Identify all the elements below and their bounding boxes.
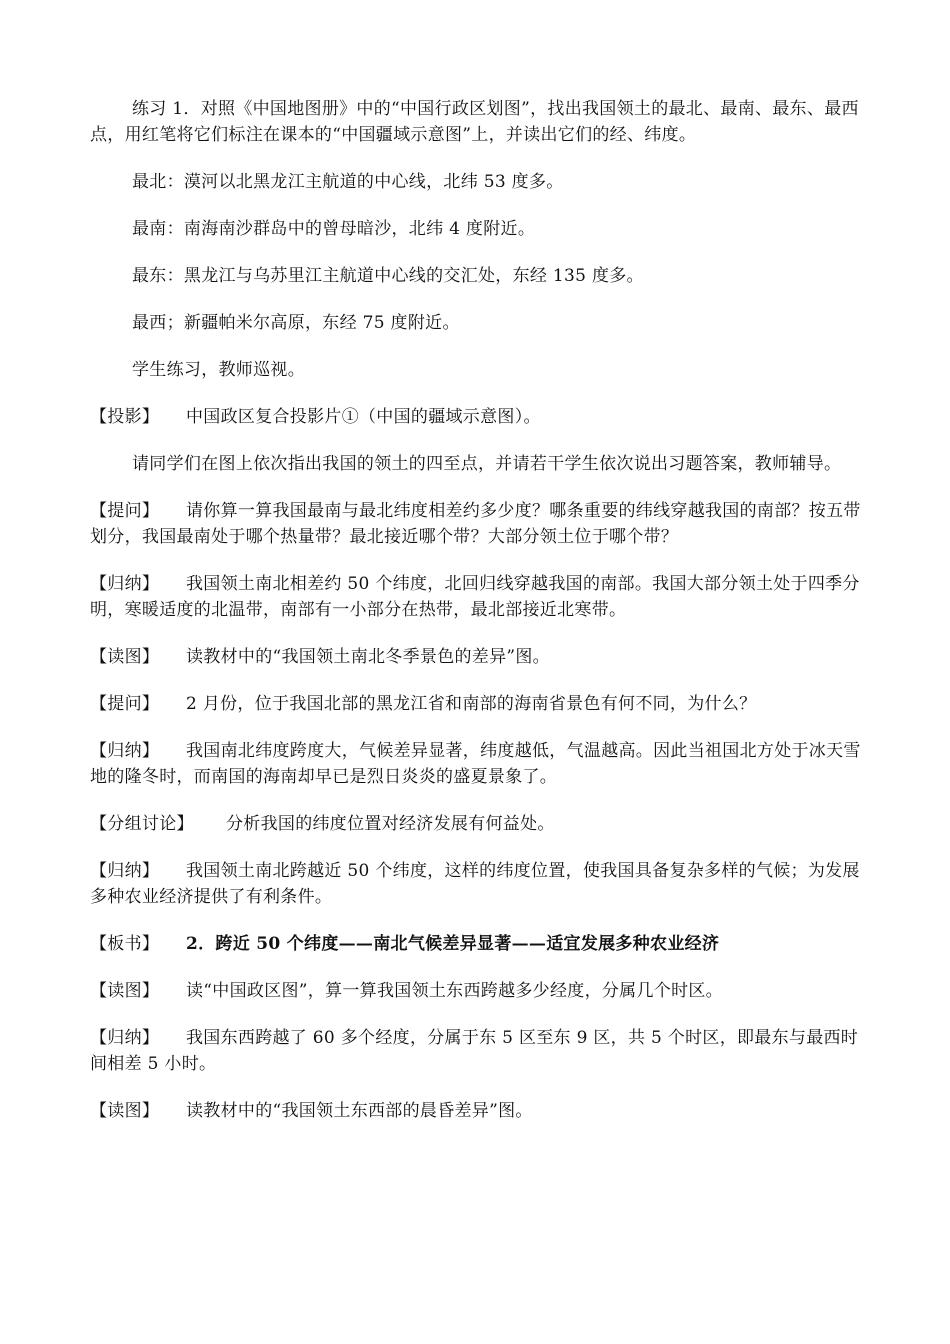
paragraph-text: 最北：漠河以北黑龙江主航道的中心线，北纬 53 度多。 (132, 172, 564, 192)
paragraph-text: 读教材中的“我国领土南北冬季景色的差异”图。 (186, 647, 550, 667)
section-tag: 【归纳】 (90, 574, 160, 594)
section-tag: 【归纳】 (90, 1028, 160, 1048)
paragraph-text: 练习 1．对照《中国地图册》中的“中国行政区划图”，找出我国领土的最北、最南、最东、最西点，用红笔将它们标注在课本的“中国疆域示意图”上，并读出它们的经、纬度。 (90, 99, 859, 145)
paragraph-text: 请你算一算我国最南与最北纬度相差约多少度？哪条重要的纬线穿越我国的南部？按五带划分，我国最南处于哪个热量带？最北接近哪个带？大部分领土位于哪个带？ (90, 501, 861, 547)
paragraph-read-map-1 (90, 644, 870, 670)
section-tag: 【读图】 (90, 1101, 160, 1121)
paragraph-text: 我国东西跨越了 60 多个经度，分属于东 5 区至东 9 区，共 5 个时区，即最东与最西时间相差 5 小时。 (90, 1028, 859, 1074)
paragraph-southernmost (90, 216, 870, 242)
section-tag: 【归纳】 (90, 741, 160, 761)
paragraph-summary-4 (90, 1025, 870, 1077)
paragraph-summary-3 (90, 858, 870, 910)
section-tag: 【归纳】 (90, 861, 160, 881)
paragraph-blackboard (90, 931, 870, 957)
paragraph-instruction (90, 451, 870, 477)
paragraph-easternmost (90, 263, 870, 289)
paragraph-summary-2 (90, 738, 870, 790)
paragraph-student-practice (90, 357, 870, 383)
paragraph-text: 读“中国政区图”，算一算我国领土东西跨越多少经度，分属几个时区。 (186, 981, 723, 1001)
document-page (90, 96, 870, 1145)
paragraph-text: 我国南北纬度跨度大，气候差异显著，纬度越低，气温越高。因此当祖国北方处于冰天雪地的隆冬时，而南国的海南却早已是烈日炎炎的盛夏景象了。 (90, 741, 861, 787)
paragraph-text: 我国领土南北跨越近 50 个纬度，这样的纬度位置，使我国具备复杂多样的气候；为发展多种农业经济提供了有利条件。 (90, 861, 860, 907)
paragraph-text: 我国领土南北相差约 50 个纬度，北回归线穿越我国的南部。我国大部分领土处于四季分明，寒暖适度的北温带，南部有一小部分在热带，最北部接近北寒带。 (90, 574, 860, 620)
paragraph-text: 分析我国的纬度位置对经济发展有何益处。 (226, 814, 555, 834)
paragraph-text: 最南：南海南沙群岛中的曾母暗沙，北纬 4 度附近。 (132, 219, 536, 239)
paragraph-text: 请同学们在图上依次指出我国的领土的四至点，并请若干学生依次说出习题答案，教师辅导。 (132, 454, 842, 474)
section-tag: 【读图】 (90, 981, 160, 1001)
section-tag: 【投影】 (90, 407, 160, 427)
paragraph-read-map-2 (90, 978, 870, 1004)
section-tag: 【提问】 (90, 501, 160, 521)
paragraph-read-map-3 (90, 1098, 870, 1124)
section-tag: 【提问】 (90, 694, 160, 714)
paragraph-northernmost (90, 169, 870, 195)
paragraph-text: 学生练习，教师巡视。 (132, 360, 305, 380)
paragraph-text: 2 月份，位于我国北部的黑龙江省和南部的海南省景色有何不同，为什么？ (186, 694, 757, 714)
paragraph-text: 读教材中的“我国领土东西部的晨昏差异”图。 (186, 1101, 533, 1121)
section-tag: 【分组讨论】 (90, 814, 194, 834)
paragraph-group-discussion (90, 811, 870, 837)
paragraph-summary-1 (90, 571, 870, 623)
paragraph-exercise-1 (90, 96, 870, 148)
section-tag: 【板书】 (90, 934, 160, 954)
paragraph-text: 最西；新疆帕米尔高原，东经 75 度附近。 (132, 313, 460, 333)
blackboard-heading: 2．跨近 50 个纬度——南北气候差异显著——适宜发展多种农业经济 (186, 934, 720, 954)
paragraph-westernmost (90, 310, 870, 336)
paragraph-projection (90, 404, 870, 430)
paragraph-text: 中国政区复合投影片①（中国的疆域示意图）。 (186, 407, 541, 427)
paragraph-question-1 (90, 498, 870, 550)
section-tag: 【读图】 (90, 647, 160, 667)
paragraph-question-2 (90, 691, 870, 717)
paragraph-text: 最东：黑龙江与乌苏里江主航道中心线的交汇处，东经 135 度多。 (132, 266, 644, 286)
